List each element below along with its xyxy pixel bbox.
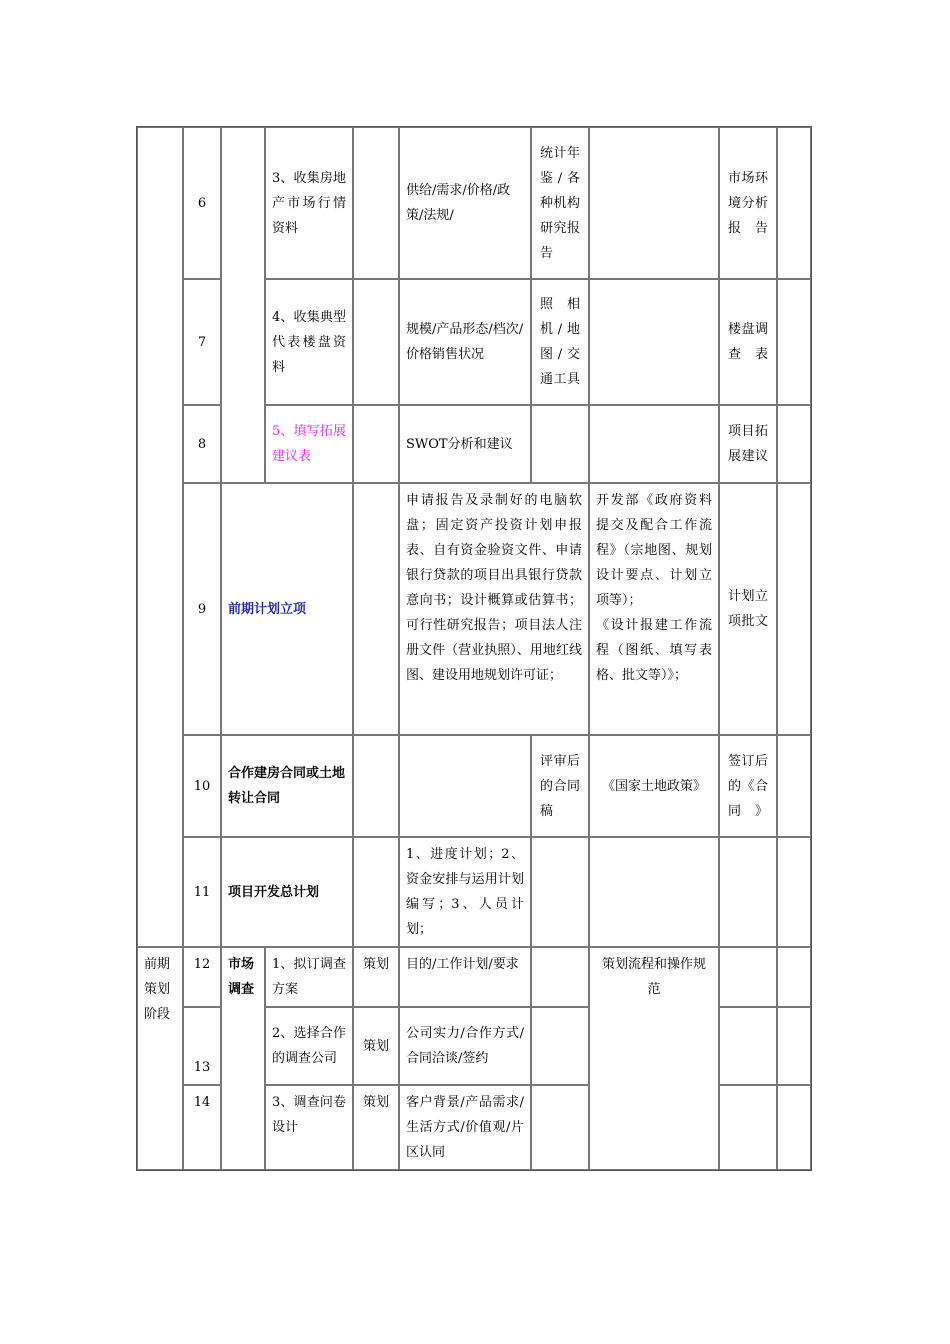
- item-cell: 合作建房合同或土地转让合同: [221, 735, 353, 837]
- row-number: 11: [183, 837, 221, 947]
- content-cell: [399, 735, 531, 837]
- dept-cell: [353, 483, 399, 735]
- reference-cell: [589, 279, 719, 405]
- content-cell: 规模/产品形态/档次/价格销售状况: [399, 279, 531, 405]
- note-cell: [777, 483, 811, 735]
- tools-cell: 评审后的合同稿: [531, 735, 589, 837]
- tools-cell: [531, 405, 589, 483]
- item-cell: 1、拟订调查方案: [265, 947, 353, 1007]
- output-cell: 签订后的《合同》: [719, 735, 777, 837]
- content-cell: 公司实力/合作方式/合同洽谈/签约: [399, 1007, 531, 1085]
- stage-cell: 前期策划阶段: [137, 947, 183, 1170]
- item-cell: 4、收集典型代表楼盘资料: [265, 279, 353, 405]
- note-cell: [777, 947, 811, 1007]
- note-cell: [777, 1085, 811, 1170]
- item-cell: 前期计划立项: [221, 483, 353, 735]
- note-cell: [777, 127, 811, 279]
- item-cell: 2、选择合作的调查公司: [265, 1007, 353, 1085]
- tools-cell: [531, 837, 589, 947]
- reference-cell: [589, 837, 719, 947]
- tools-cell: [531, 947, 589, 1007]
- tools-cell: 统计年鉴/各种机构研究报告: [531, 127, 589, 279]
- reference-cell: [589, 127, 719, 279]
- item-cell: 3、调查问卷设计: [265, 1085, 353, 1170]
- item-cell: 项目开发总计划: [221, 837, 353, 947]
- table-row: [137, 735, 811, 837]
- dept-cell: 策划: [353, 947, 399, 1007]
- reference-cell: [589, 405, 719, 483]
- output-cell: 市场环境分析报告: [719, 127, 777, 279]
- note-cell: [777, 405, 811, 483]
- output-cell: [719, 837, 777, 947]
- process-table: [136, 126, 812, 1171]
- output-cell: 项目拓展建议: [719, 405, 777, 483]
- row-number: 7: [183, 279, 221, 405]
- dept-cell: [353, 735, 399, 837]
- item-cell: 3、收集房地产市场行情资料: [265, 127, 353, 279]
- reference-cell: 《国家土地政策》: [589, 735, 719, 837]
- output-cell: 计划立项批文: [719, 483, 777, 735]
- content-cell: 申请报告及录制好的电脑软盘；固定资产投资计划申报表、自有资金验资文件、申请银行贷款的项目出具银行贷款意向书；设计概算或估算书；可行性研究报告；项目法人注册文件（营业执照）、用地红线图、建设用地规划许可证；: [399, 483, 589, 735]
- note-cell: [777, 735, 811, 837]
- group-cell: 市场调查: [221, 947, 265, 1170]
- stage-cell-empty: [137, 127, 183, 947]
- table-row: [137, 837, 811, 947]
- dept-cell: 策划: [353, 1085, 399, 1170]
- row-number: 6: [183, 127, 221, 279]
- row-number: 13: [183, 1007, 221, 1085]
- tools-cell: 照相机/地图/交通工具: [531, 279, 589, 405]
- note-cell: [777, 1007, 811, 1085]
- dept-cell: [353, 837, 399, 947]
- dept-cell: [353, 127, 399, 279]
- dept-cell: [353, 405, 399, 483]
- note-cell: [777, 279, 811, 405]
- content-cell: 1、进度计划；2、资金安排与运用计划编写；3、人员计划；: [399, 837, 531, 947]
- row-number: 8: [183, 405, 221, 483]
- reference-cell: 策划流程和操作规范: [589, 947, 719, 1170]
- item-cell: 5、填写拓展建议表: [265, 405, 353, 483]
- row-number: 14: [183, 1085, 221, 1170]
- output-cell: [719, 947, 777, 1007]
- row-number: 9: [183, 483, 221, 735]
- content-cell: SWOT分析和建议: [399, 405, 531, 483]
- note-cell: [777, 837, 811, 947]
- row-number: 10: [183, 735, 221, 837]
- dept-cell: 策划: [353, 1007, 399, 1085]
- table-row: [137, 947, 811, 1007]
- group-cell-empty: [221, 127, 265, 483]
- output-cell: [719, 1007, 777, 1085]
- content-cell: 目的/工作计划/要求: [399, 947, 531, 1007]
- tools-cell: [531, 1085, 589, 1170]
- row-number: 12: [183, 947, 221, 1007]
- reference-cell: 开发部《政府资料提交及配合工作流程》（宗地图、规划设计要点、计划立项等）； 《设计报建工作流程（图纸、填写表格、批文等）》；: [589, 483, 719, 735]
- output-cell: [719, 1085, 777, 1170]
- dept-cell: [353, 279, 399, 405]
- table-row: [137, 127, 811, 279]
- content-cell: 客户背景/产品需求/生活方式/价值观/片区认同: [399, 1085, 531, 1170]
- content-cell: 供给/需求/价格/政策/法规/: [399, 127, 531, 279]
- output-cell: 楼盘调查表: [719, 279, 777, 405]
- tools-cell: [531, 1007, 589, 1085]
- table-row: [137, 483, 811, 735]
